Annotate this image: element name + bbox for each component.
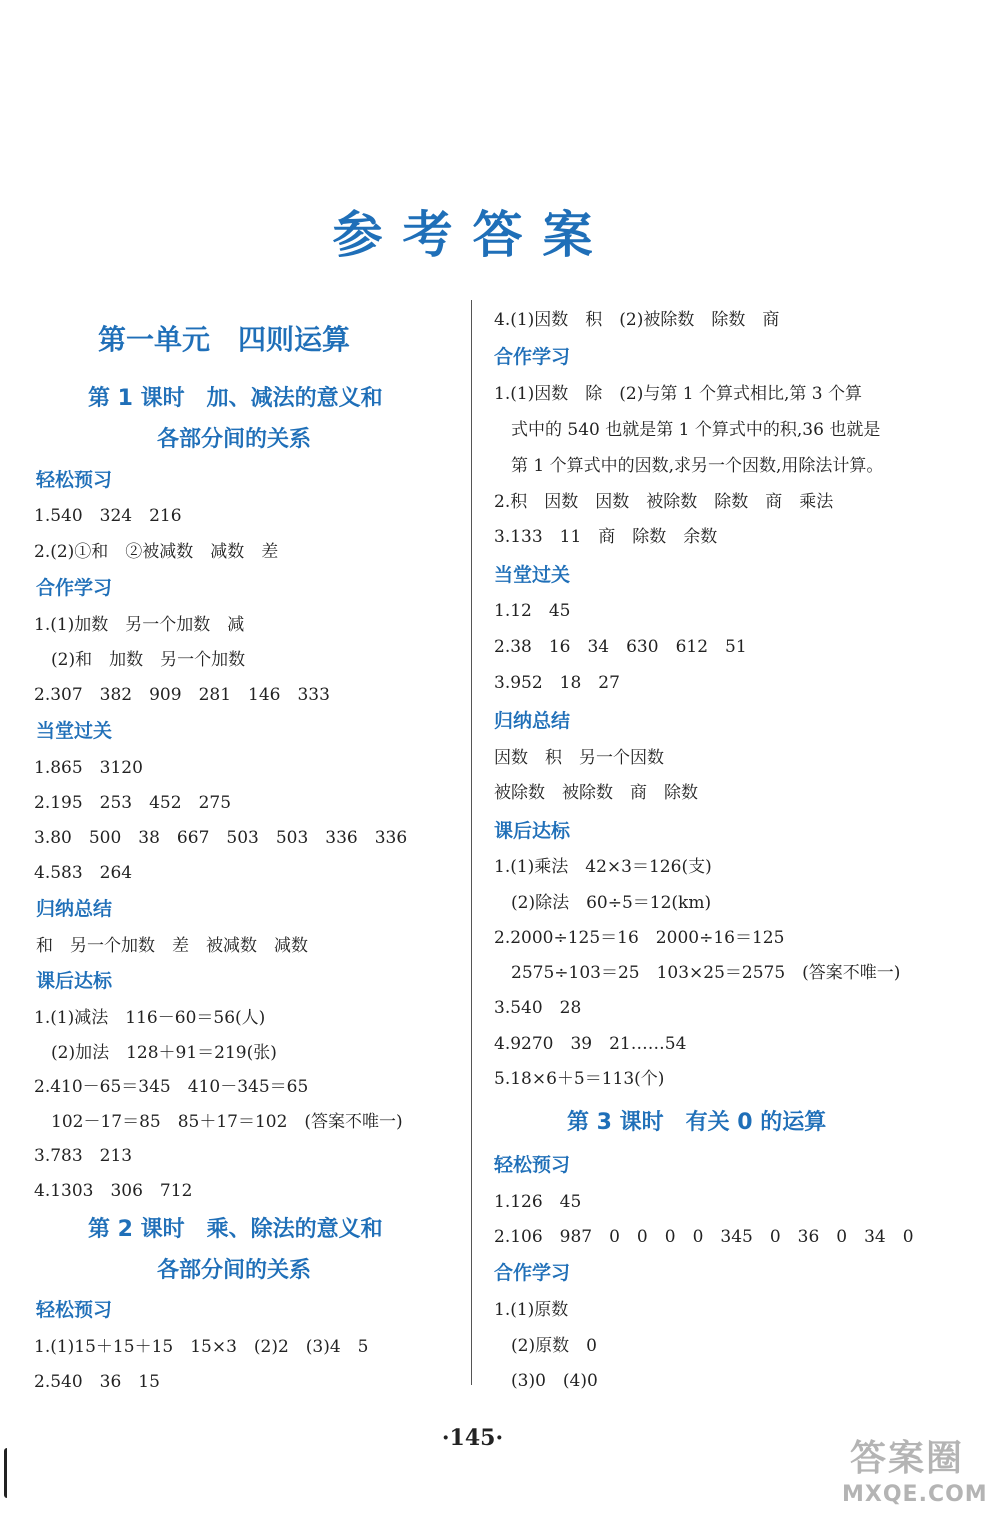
section-heading: 轻松预习 xyxy=(494,1154,571,1176)
section-heading: 课后达标 xyxy=(494,820,571,842)
answer-line: 2.307 382 909 281 146 333 xyxy=(34,685,330,705)
edge-mark xyxy=(4,1448,13,1498)
lesson3-title: 第 3 课时 有关 0 的运算 xyxy=(567,1110,827,1135)
answer-line: 2.195 253 452 275 xyxy=(34,793,232,813)
section-heading: 归纳总结 xyxy=(36,898,113,920)
answer-line: 102－17＝85 85＋17＝102 (答案不唯一) xyxy=(34,1112,403,1132)
watermark-url: MXQE.COM xyxy=(842,1482,988,1507)
answer-line: 1.(1)因数 除 (2)与第 1 个算式相比,第 3 个算 xyxy=(494,384,863,404)
answer-line: (2)除法 60÷5＝12(km) xyxy=(494,893,712,913)
answer-line: 3.133 11 商 除数 余数 xyxy=(494,527,718,547)
column-divider xyxy=(471,300,472,1385)
section-heading: 归纳总结 xyxy=(494,710,571,732)
answer-line: 2575÷103＝25 103×25＝2575 (答案不唯一) xyxy=(494,963,901,983)
section-heading: 轻松预习 xyxy=(36,469,113,491)
answer-line: 3.952 18 27 xyxy=(494,673,620,693)
answer-line: 1.865 3120 xyxy=(34,758,143,778)
watermark xyxy=(842,1430,992,1512)
answer-line: 2.410－65＝345 410－345＝65 xyxy=(34,1077,309,1097)
lesson1-title-line1: 第 1 课时 加、减法的意义和 xyxy=(88,386,383,411)
answer-line: 2.积 因数 因数 被除数 除数 商 乘法 xyxy=(494,492,834,512)
answer-line: 2.38 16 34 630 612 51 xyxy=(494,637,747,657)
page-number: ·145· xyxy=(441,1425,504,1451)
section-heading: 合作学习 xyxy=(494,346,571,368)
watermark-logo-text: 答案圈 xyxy=(850,1438,965,1479)
section-heading: 合作学习 xyxy=(494,1262,571,1284)
answer-line: (2)原数 0 xyxy=(494,1336,597,1356)
lesson1-title-line2: 各部分间的关系 xyxy=(157,427,312,452)
unit-title: 第一单元 四则运算 xyxy=(98,323,351,356)
answer-line: 1.(1)减法 116－60＝56(人) xyxy=(34,1008,266,1028)
answer-line: 被除数 被除数 商 除数 xyxy=(494,783,698,803)
answer-line: 1.12 45 xyxy=(494,601,571,621)
answer-line: 1.(1)原数 xyxy=(494,1300,569,1320)
answer-line: 1.(1)加数 另一个加数 减 xyxy=(34,615,245,635)
section-heading: 合作学习 xyxy=(36,577,113,599)
lesson2-title-line2: 各部分间的关系 xyxy=(157,1258,312,1283)
answer-line: 2.2000÷125＝16 2000÷16＝125 xyxy=(494,928,785,948)
answer-line: (3)0 (4)0 xyxy=(494,1371,598,1391)
answer-line: 2.106 987 0 0 0 0 345 0 36 0 34 0 xyxy=(494,1227,914,1247)
answer-line: 3.80 500 38 667 503 503 336 336 xyxy=(34,828,408,848)
answer-line: 3.783 213 xyxy=(34,1146,133,1166)
section-heading: 课后达标 xyxy=(36,970,113,992)
section-heading: 轻松预习 xyxy=(36,1299,113,1321)
answer-line: 4.9270 39 21……54 xyxy=(494,1034,687,1054)
answer-line: 式中的 540 也就是第 1 个算式中的积,36 也就是 xyxy=(494,420,881,440)
answer-line: 2.(2)①和 ②被减数 减数 差 xyxy=(34,542,279,562)
answer-line: 5.18×6＋5＝113(个) xyxy=(494,1069,665,1089)
answer-line: 第 1 个算式中的因数,求另一个因数,用除法计算。 xyxy=(494,456,884,476)
answer-line: 1.(1)15＋15＋15 15×3 (2)2 (3)4 5 xyxy=(34,1337,369,1357)
answer-line: 1.(1)乘法 42×3＝126(支) xyxy=(494,857,712,877)
answer-line: 因数 积 另一个因数 xyxy=(494,748,664,768)
section-heading: 当堂过关 xyxy=(494,564,571,586)
section-heading: 当堂过关 xyxy=(36,720,113,742)
answer-line: 4.(1)因数 积 (2)被除数 除数 商 xyxy=(494,310,780,330)
answer-line: 和 另一个加数 差 被减数 减数 xyxy=(36,936,308,956)
page-title: 参考答案 xyxy=(332,206,613,264)
answer-line: 1.540 324 216 xyxy=(34,506,182,526)
answer-line: 3.540 28 xyxy=(494,998,582,1018)
answer-line: 1.126 45 xyxy=(494,1192,582,1212)
lesson2-title-line1: 第 2 课时 乘、除法的意义和 xyxy=(88,1217,383,1242)
answer-line: 4.583 264 xyxy=(34,863,133,883)
answer-line: (2)和 加数 另一个加数 xyxy=(34,650,246,670)
answer-line: 2.540 36 15 xyxy=(34,1372,160,1392)
answer-line: 4.1303 306 712 xyxy=(34,1181,193,1201)
answer-line: (2)加法 128＋91＝219(张) xyxy=(34,1043,277,1063)
